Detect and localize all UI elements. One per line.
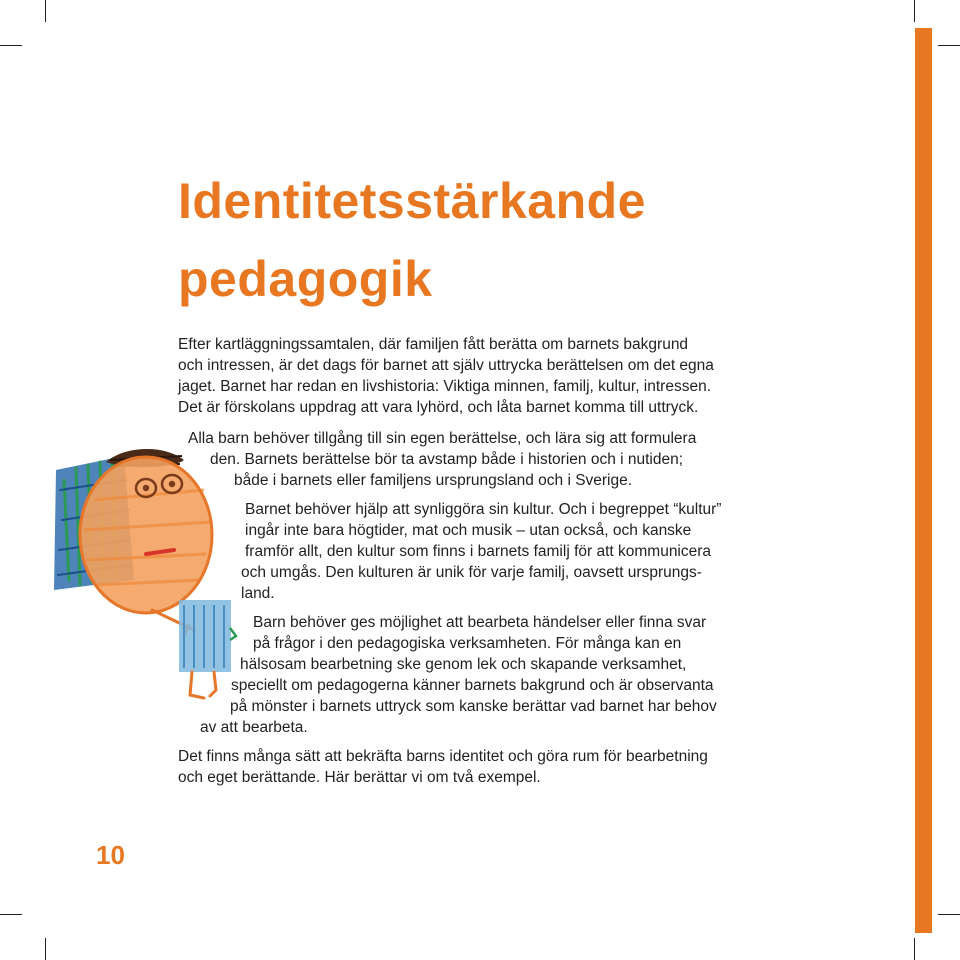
crop-mark-top-left (45, 0, 46, 22)
text-line: den. Barnets berättelse bör ta avstamp både i historien och i nutiden; (210, 451, 684, 468)
text-line: av att bearbeta. (200, 719, 308, 736)
crop-mark-bottom-right-h (938, 914, 960, 915)
text-line: Det är förskolans uppdrag att vara lyhörd, och låta barnet komma till uttryck. (178, 399, 699, 416)
legs (190, 672, 216, 698)
text-line: och umgås. Den kulturen är unik för varje familj, oavsett ursprungs- (241, 564, 702, 581)
text-line: Det finns många sätt att bekräfta barns identitet och göra rum för bearbetning (178, 748, 708, 765)
text-line: Barnet behöver hjälp att synliggöra sin kultur. Och i begreppet “kultur” (245, 501, 722, 518)
text-line: Alla barn behöver tillgång till sin egen berättelse, och lära sig att formulera (188, 430, 697, 447)
page-title (178, 162, 646, 318)
crop-mark-bottom-right (914, 938, 915, 960)
text-line: jaget. Barnet har redan en livshistoria: Viktiga minnen, familj, kultur, intressen. (178, 378, 712, 395)
text-line: både i barnets eller familjens ursprungsland och i Sverige. (234, 472, 633, 489)
child-drawing-illustration (34, 440, 254, 710)
accent-bar (915, 28, 932, 933)
text-line: på mönster i barnets uttryck som kanske berättar vad barnet har behov (230, 698, 717, 715)
text-line: och eget berättande. Här berättar vi om två exempel. (178, 769, 541, 786)
text-line: Barn behöver ges möjlighet att bearbeta händelser eller finna svar (253, 614, 707, 631)
text-line: ingår inte bara högtider, mat och musik – utan också, och kanske (245, 522, 692, 539)
text-line: och intressen, är det dags för barnet att själv uttrycka berättelsen om det egna (178, 357, 714, 374)
page-title-line-2: pedagogik (178, 251, 433, 307)
crop-mark-top-right (914, 0, 915, 22)
crop-mark-top-left-h (0, 45, 22, 46)
text-line: på frågor i den pedagogiska verksamheten. För många kan en (253, 635, 682, 652)
text-line: speciellt om pedagogerna känner barnets bakgrund och är observanta (231, 677, 714, 694)
text-line: land. (241, 585, 275, 602)
head-circle (80, 457, 212, 613)
text-line: framför allt, den kultur som finns i barnets familj för att kommunicera (245, 543, 712, 560)
page-title-line-1: Identitetsstärkande (178, 173, 646, 229)
crop-mark-bottom-left (45, 938, 46, 960)
page-number: 10 (96, 840, 125, 870)
body-rectangle (179, 600, 231, 672)
crop-mark-bottom-left-h (0, 914, 22, 915)
crop-mark-top-right-h (938, 45, 960, 46)
text-line: Efter kartläggningssamtalen, där familjen fått berätta om barnets bakgrund (178, 336, 689, 353)
text-line: hälsosam bearbetning ske genom lek och skapande verksamhet, (240, 656, 687, 673)
